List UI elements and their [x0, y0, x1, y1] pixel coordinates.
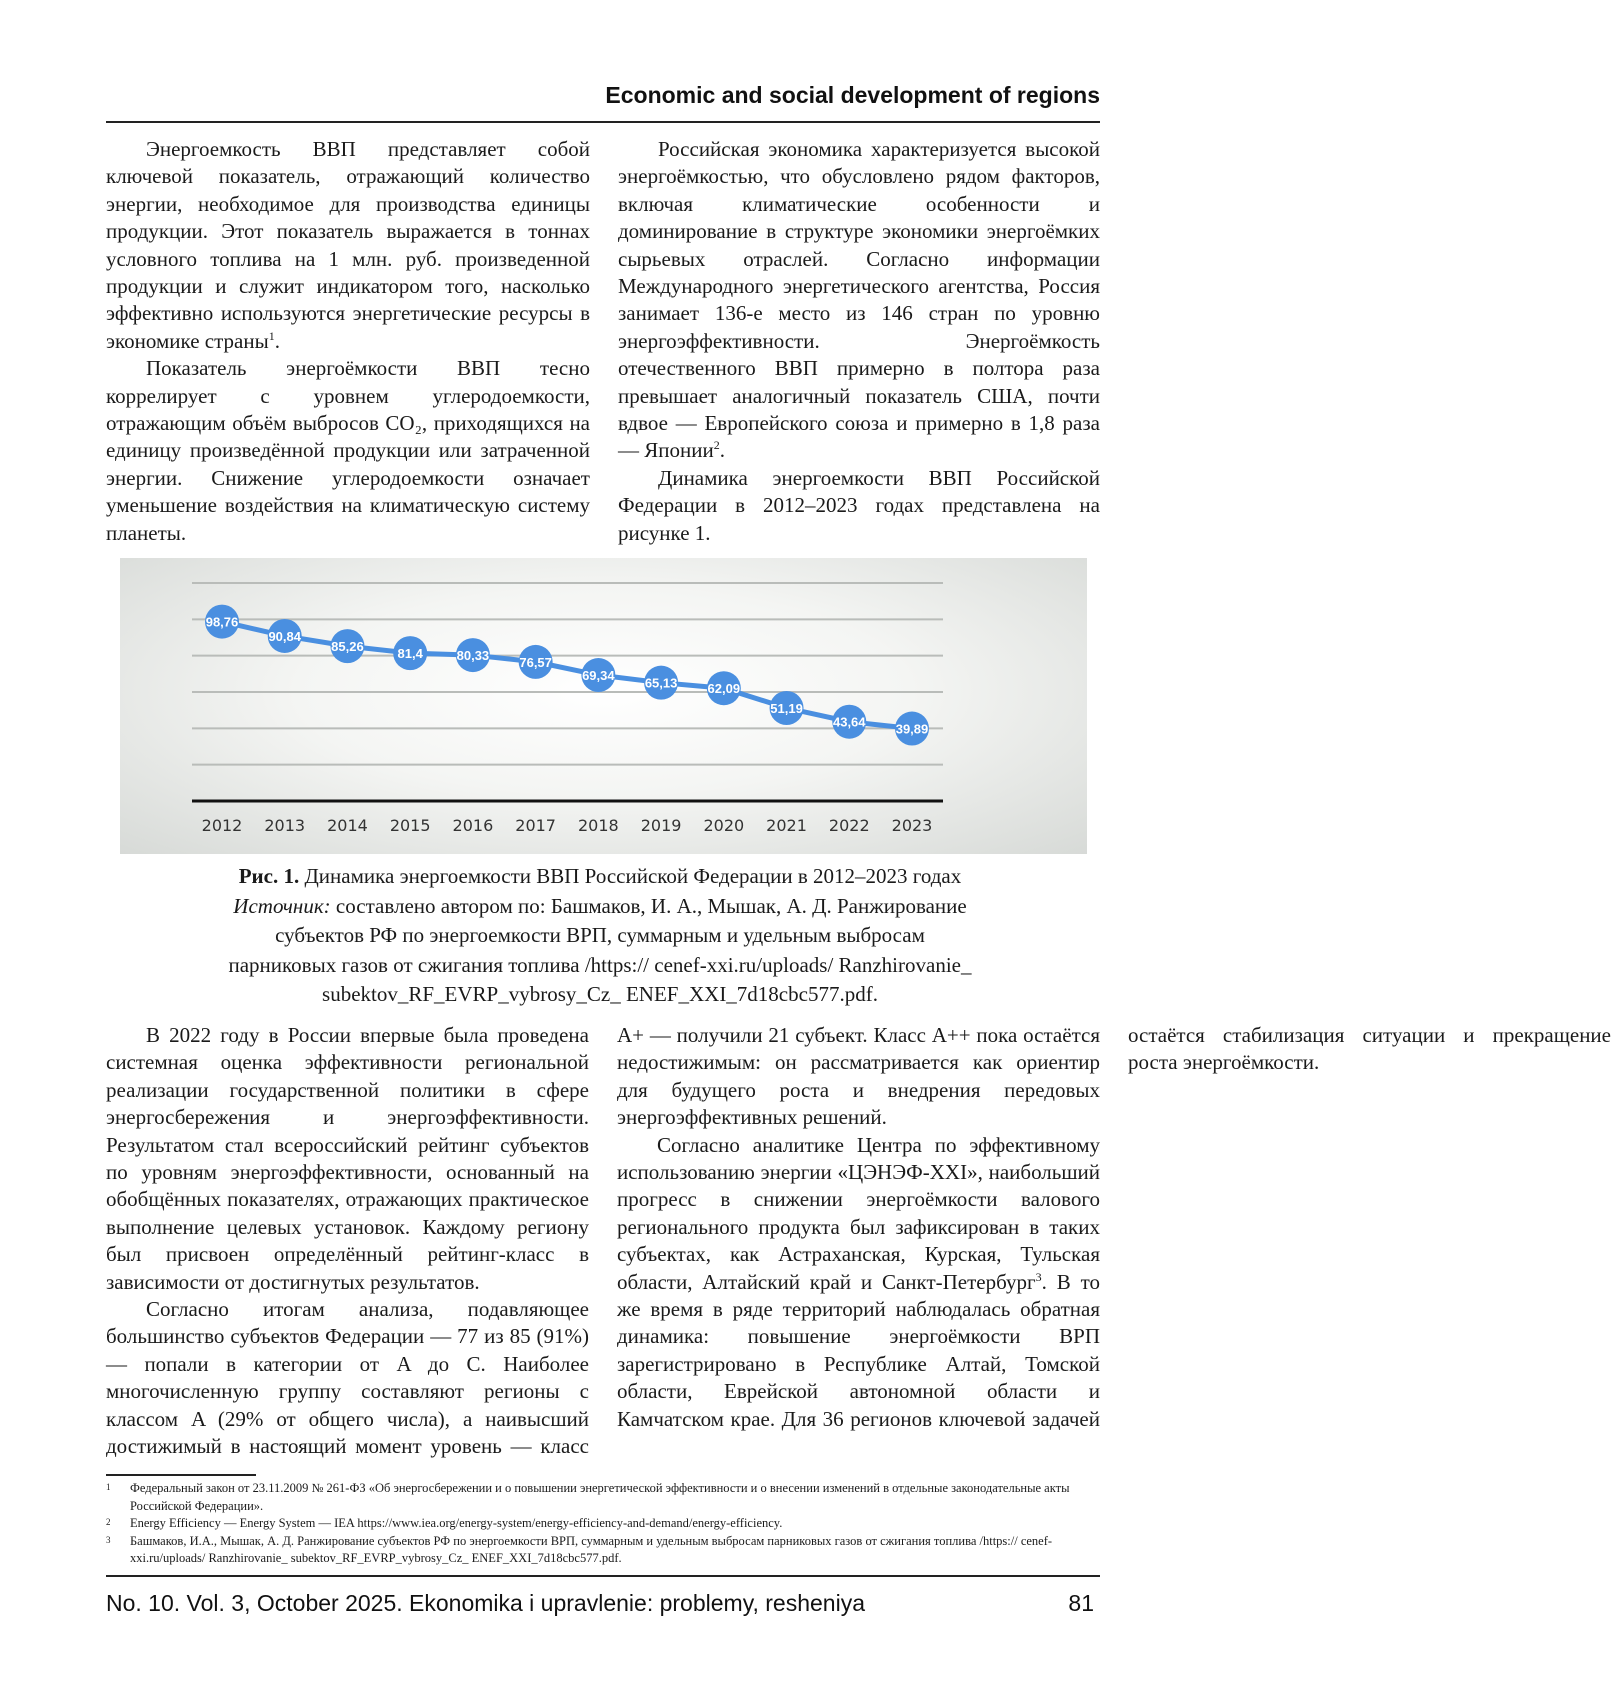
x-tick-label: 2014: [327, 816, 368, 835]
paragraph: [618, 136, 1100, 465]
x-tick-label: 2022: [828, 816, 870, 835]
data-label: 98,76: [205, 614, 239, 630]
data-label: 81,4: [397, 646, 423, 662]
data-label: 80,33: [456, 648, 490, 664]
data-label: 85,26: [331, 639, 364, 655]
x-tick-label: 2020: [703, 816, 745, 835]
caption-source-line: [100, 892, 1100, 922]
page-number: 81: [1068, 1590, 1094, 1616]
x-tick-label: 2017: [515, 816, 556, 835]
paragraph-text: .: [274, 328, 280, 353]
x-tick-label: 2019: [640, 816, 682, 835]
x-tick-label: 2021: [766, 816, 807, 835]
paragraph: Согласно итогам анализа, подавляющее большинство субъектов Федерации — 77 из 85 (91%) — попали в категории от A до C. Наиболее многочисленную группу составляют регионы с классом A (29% от общего числа), а наивысший достижимый в настоящий момент уровень — класс A+ — получили 21 субъект. Класс A++ пока остаётся недостижимым: он рассматривается как ориентир для будущего роста и внедрения передовых энергоэффективных решений.: [106, 1023, 1100, 1459]
paragraph: Динамика энергоемкости ВВП Российской Федерации в 2012–2023 годах представлена на рисунке 1.: [618, 465, 1100, 545]
footer-rule: [106, 1575, 1100, 1577]
caption-source-line: субъектов РФ по энергоемкости ВРП, суммарным и удельным выбросам: [275, 923, 925, 947]
x-tick-label: 2016: [452, 816, 494, 835]
footnote-ref[interactable]: 1: [268, 328, 275, 343]
figure-caption: [100, 862, 1100, 1010]
data-label: 90,84: [268, 628, 302, 644]
footnote: [106, 1515, 1100, 1533]
paragraph: В 2022 году в России впервые была проведена системная оценка эффективности региональной реализации государственной политики в сфере энергосбережения и энергоэффективности. Результатом стал всероссийский рейтинг субъектов по уровням энергоэффективности, основанный на обобщённых показателях, отражающих практическое выполнение целевых установок. Каждому региону был присвоен определённый рейтинг-класс в зависимости от достигнутых результатов.: [106, 1023, 589, 1294]
x-tick-label: 2012: [201, 816, 243, 835]
footnote-number: 1: [106, 1482, 111, 1492]
right-column-top: [618, 136, 1100, 547]
running-header: Economic and social development of regions: [605, 82, 1100, 108]
paragraph: Показатель энергоёмкости ВВП тесно коррелирует с уровнем углеродоемкости, отражающим объём выбросов CO₂, приходящихся на единицу произведённой продукции или затраченной энергии. Снижение углеродоемкости означает уменьшение воздействия на климатическую систему планеты.: [106, 356, 590, 545]
footnotes: [106, 1480, 1100, 1568]
series-line: [222, 622, 912, 729]
caption-source-line: парниковых газов от сжигания топлива /https:// cenef-xxi.ru/uploads/ Ranzhirovanie_: [228, 952, 972, 977]
footnote-text[interactable]: Башмаков, И.А., Мышак, А. Д. Ранжирование субъектов РФ по энергоемкости ВРП, суммарным и удельным выбросам парниковых газов от сжигания топлива /https:// cenef-xxi.ru/uploads/ Ranzhirovanie_ subektov_RF_EVRP_vybrosy_Cz_ ENEF_XXI_7d18cbc577.pdf.: [130, 1533, 1053, 1565]
paragraph-text: Согласно аналитике Центра по эффективному использованию энергии «ЦЭНЭФ-XXI», наибольший прогресс в снижении энергоёмкости валового регионального продукта был зафиксирован в таких субъектах, как Астраханская, Курская, Тульская области, Алтайский край и Санкт-Петербург: [617, 1132, 1100, 1294]
footnote-number: 3: [106, 1534, 111, 1545]
source-text: составлено автором по: Башмаков, И. А., Мышак, А. Д. Ранжирование: [330, 893, 967, 918]
caption-title-line: [100, 862, 1100, 892]
footnote-ref[interactable]: 3: [1035, 1269, 1042, 1284]
x-tick-label: 2018: [578, 816, 619, 835]
data-label: 76,57: [519, 654, 552, 670]
paragraph-text: Энергоемкость ВВП представляет собой ключевой показатель, отражающий количество энергии, необходимое для производства единицы продукции. Этот показатель выражается в тоннах условного топлива на 1 млн. руб. произведенной продукции и служит индикатором того, насколько эффективно используются энергетические ресурсы в экономике страны: [106, 137, 590, 353]
footnote-ref[interactable]: 2: [713, 438, 720, 453]
data-label: 65,13: [644, 675, 678, 691]
paragraph: [106, 136, 590, 355]
data-label: 39,89: [895, 721, 929, 737]
figure-label: Рис. 1.: [238, 864, 300, 888]
source-label: Источник:: [233, 893, 331, 918]
footnote: [106, 1480, 1100, 1515]
chart-svg: [120, 558, 1087, 854]
footnote-number: 2: [106, 1517, 111, 1527]
paragraph-text: .: [719, 438, 725, 463]
left-column-top: [106, 136, 590, 547]
data-label: 51,19: [770, 701, 803, 717]
figure-title: Динамика энергоемкости ВВП Российской Федерации в 2012–2023 годах: [299, 864, 962, 888]
two-column-body: [106, 1022, 1611, 1462]
energy-intensity-chart: [120, 558, 1087, 854]
paragraph-text: . В то же время в ряде территорий наблюдалась обратная динамика: повышение энергоёмкости ВРП зарегистрировано в Республике Алтай, Томской области, Еврейской автономной области и Камчатском крае. Для 36 регионов ключевой задачей остаётся стабилизация ситуации и прекращение роста энергоёмкости.: [617, 1023, 1611, 1431]
footnote-rule: [106, 1474, 256, 1476]
x-tick-label: 2015: [389, 816, 431, 835]
journal-footer: No. 10. Vol. 3, October 2025. Ekonomika i upravlenie: problemy, resheniya: [106, 1590, 865, 1616]
x-tick-label: 2013: [264, 816, 306, 835]
footnote: [106, 1533, 1100, 1568]
caption-source-line: subektov_RF_EVRP_vybrosy_Cz_ ENEF_XXI_7d18cbc577.pdf.: [322, 982, 878, 1006]
footnote-text: Федеральный закон от 23.11.2009 № 261-ФЗ «Об энергосбережении и о повышении энергетической эффективности и о внесении изменений в отдельные законодательные акты Российской Федерации».: [130, 1481, 1070, 1513]
header-rule: [106, 121, 1100, 123]
data-label: 43,64: [832, 714, 866, 730]
data-label: 69,34: [582, 668, 615, 684]
x-tick-label: 2023: [891, 816, 933, 835]
data-label: 62,09: [707, 681, 741, 697]
paragraph-text: Российская экономика характеризуется высокой энергоёмкостью, что обусловлено рядом факторов, включая климатические особенности и доминирование в структуре экономики энергоёмких сырьевых отраслей. Согласно информации Международного энергетического агентства, Россия занимает 136-е место из 146 стран по уровню энергоэффективности. Энергоёмкость отечественного ВВП примерно в полтора раза превышает аналогичный показатель США, почти вдвое — Европейского союза и примерно в 1,8 раза — Японии: [618, 137, 1100, 463]
footnote-text[interactable]: Energy Efficiency — Energy System — IEA https://www.iea.org/energy-system/energy-efficiency-and-demand/energy-efficiency.: [130, 1516, 783, 1530]
